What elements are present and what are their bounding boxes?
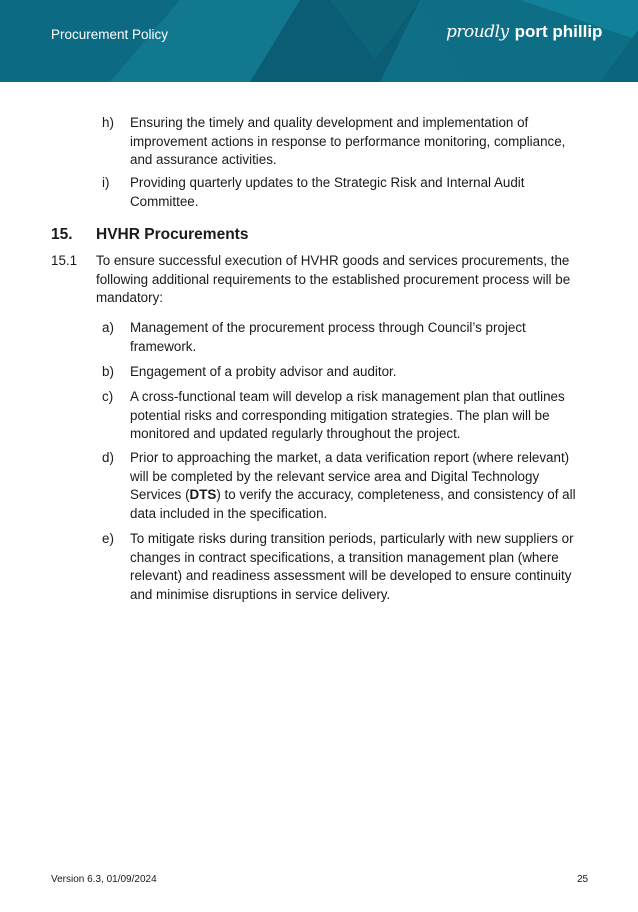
list-text: Engagement of a probity advisor and auditor.: [130, 364, 397, 379]
clause-number: 15.1: [51, 253, 78, 268]
list-marker: i): [102, 175, 110, 190]
abbreviation-bold: DTS: [189, 487, 217, 503]
clause-text: To ensure successful execution of HVHR goods and services procurements, the following additional requirements to the established procurement process will be mandatory:: [96, 253, 571, 306]
list-marker: c): [102, 389, 114, 404]
council-logo: [446, 22, 602, 48]
page-header: [0, 0, 638, 82]
list-text: To mitigate risks during transition periods, particularly with new suppliers or changes in contract specifications, a transition management plan (where relevant) and readiness assessment will be developed to ensure continuity and minimise disruptions in service delivery.: [130, 531, 574, 602]
section-number: 15.: [51, 226, 73, 243]
list-marker: e): [102, 531, 114, 546]
list-text: Providing quarterly updates to the Strategic Risk and Internal Audit Committee.: [130, 175, 525, 209]
logo-script-text: proudly: [446, 22, 509, 42]
footer-version: Version 6.3, 01/09/2024: [51, 874, 157, 885]
list-text-part: ) to verify the accuracy, completeness, and consistency of all data included in the specification.: [130, 487, 576, 521]
list-marker: d): [102, 450, 114, 465]
list-text-part: Prior to approaching the market, a data verification report (where relevant) will be completed by the relevant service area and Digital Technology Services (: [130, 450, 570, 503]
list-text: Management of the procurement process through Council’s project framework.: [130, 320, 526, 354]
list-text: [130, 449, 582, 523]
list-marker: h): [102, 115, 114, 130]
document-title: Procurement Policy: [51, 27, 169, 42]
list-marker: a): [102, 320, 114, 335]
list-marker: b): [102, 364, 114, 379]
list-text: A cross-functional team will develop a risk management plan that outlines potential risks and corresponding mitigation strategies. The plan will be monitored and updated regularly throughout the project.: [130, 389, 565, 442]
section-title: HVHR Procurements: [96, 226, 249, 243]
list-text: Ensuring the timely and quality development and implementation of improvement actions in response to performance monitoring, compliance, and assurance activities.: [130, 115, 566, 168]
footer-page-number: 25: [577, 874, 589, 885]
logo-bold-text: port phillip: [514, 22, 603, 41]
